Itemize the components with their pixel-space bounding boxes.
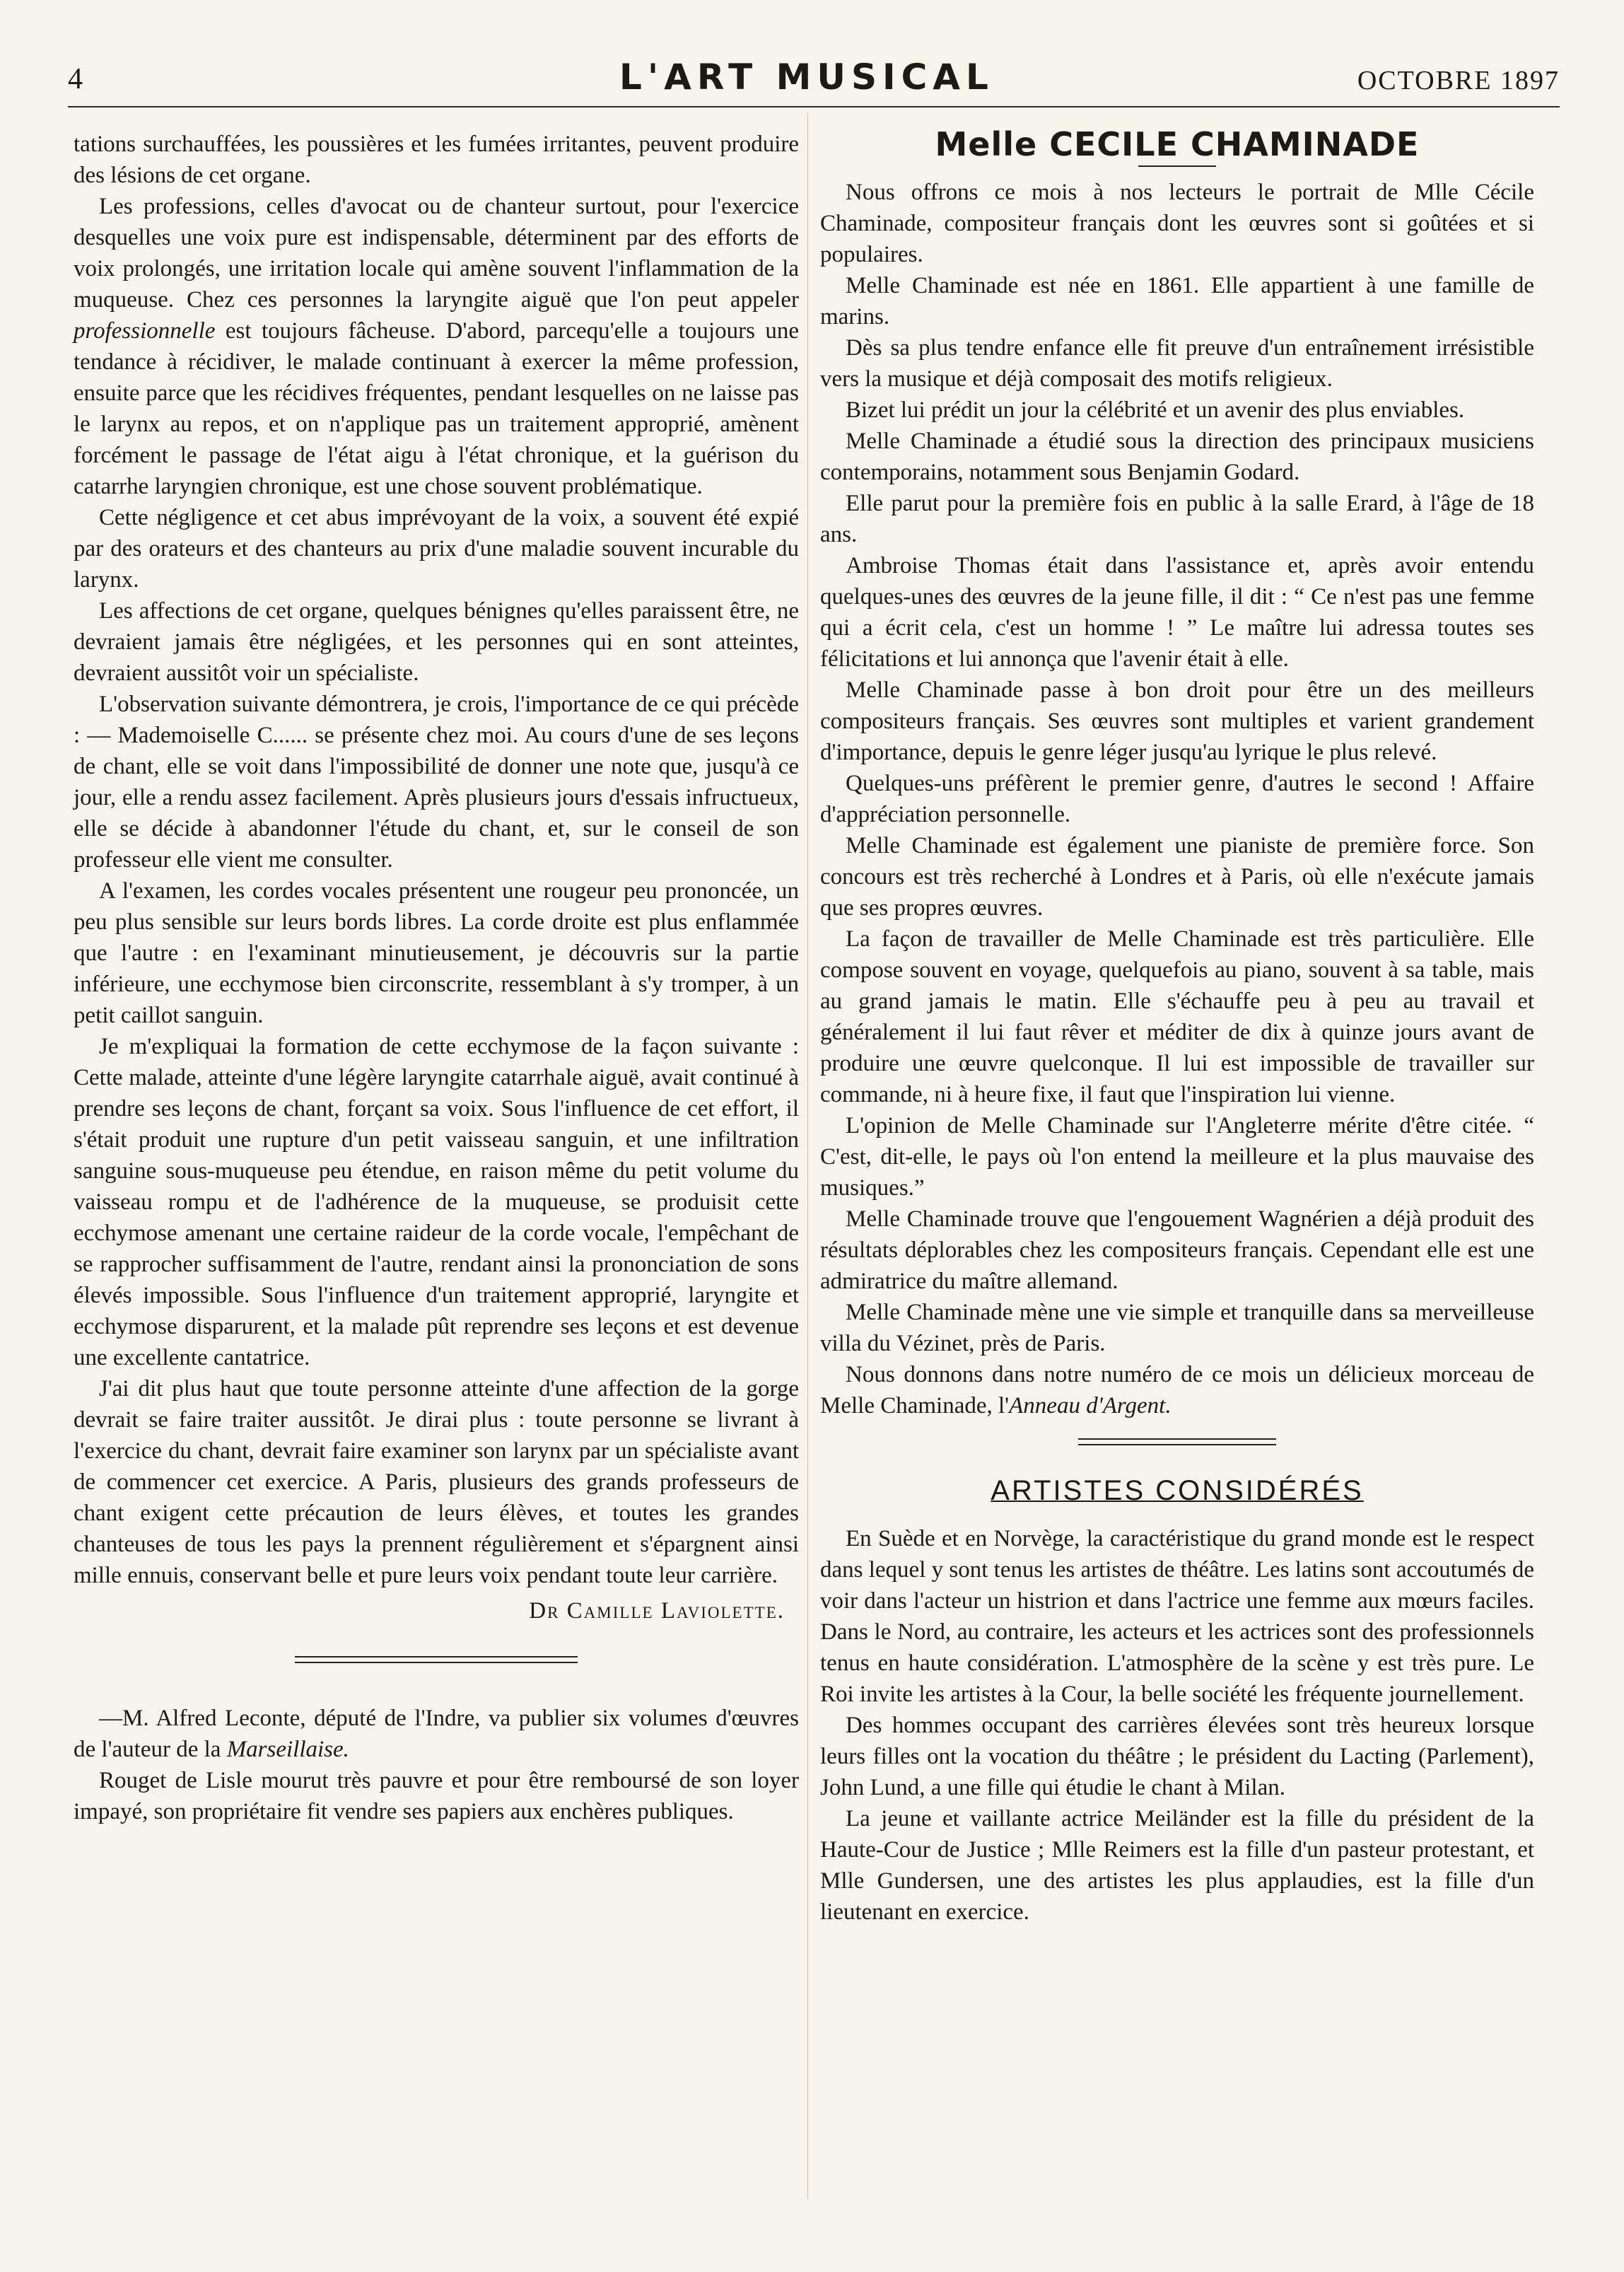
left-column <box>74 129 799 1827</box>
italic-title: Marseillaise. <box>226 1737 349 1762</box>
article-title: Melle CECILE CHAMINADE <box>935 125 1420 163</box>
paragraph <box>74 191 799 502</box>
paragraph: Melle Chaminade est née en 1861. Elle appartient à une famille de marins. <box>820 273 1534 330</box>
paragraph: Melle Chaminade est également une pianiste de première force. Son concours est très recherché à Londres et à Paris, où elle n'exécute jamais que ses propres œuvres. <box>820 833 1534 921</box>
title-rule <box>1138 165 1216 167</box>
paragraph: Ambroise Thomas était dans l'assistance et, après avoir entendu quelques-unes des œuvres de la jeune fille, il dit : “ Ce n'est pas une femme qui a écrit cela, c'est un homme ! ” Le maître lui adressa toutes ses félicitations et lui annonça que l'avenir était à elle. <box>820 553 1534 672</box>
paragraph: L'opinion de Melle Chaminade sur l'Angleterre mérite d'être citée. “ C'est, dit-elle, le pays où l'on entend la meilleure et la plus mauvaise des musiques.” <box>820 1113 1534 1201</box>
paragraph: Dès sa plus tendre enfance elle fit preuve d'un entraînement irrésistible vers la musique et déjà composait des motifs religieux. <box>820 335 1534 392</box>
paragraph: Melle Chaminade trouve que l'engouement Wagnérien a déjà produit des résultats déplorables chez les compositeurs français. Cependant elle est une admiratrice du maître allemand. <box>820 1206 1534 1294</box>
italic-term: professionnelle <box>74 318 216 344</box>
paragraph: Cette négligence et cet abus imprévoyant de la voix, a souvent été expié par des orateurs et des chanteurs au prix d'une maladie souvent incurable du larynx. <box>74 505 799 593</box>
paragraph: Elle parut pour la première fois en public à la salle Erard, à l'âge de 18 ans. <box>820 491 1534 547</box>
paragraph: Des hommes occupant des carrières élevées sont très heureux lorsque leurs filles ont la vocation du théâtre ; le président du Lacting (Parlement), John Lund, a une fille qui étudie le chant à Milan. <box>820 1713 1534 1800</box>
paragraph: Melle Chaminade mène une vie simple et tranquille dans sa merveilleuse villa du Vézinet, près de Paris. <box>820 1300 1534 1356</box>
header-rule <box>68 106 1560 107</box>
separator-rule <box>295 1656 578 1663</box>
section-title-text: ARTISTES CONSIDÉRÉS <box>991 1475 1364 1506</box>
paragraph: La façon de travailler de Melle Chaminade est très particulière. Elle compose souvent en voyage, quelquefois au piano, souvent à sa table, mais au grand jamais le matin. Elle s'échauffe peu à peu au travail et généralement il lui faut rêver et méditer de dix à quinze jours avant de produire une œuvre quelconque. Il lui est impossible de travailler sur commande, ni à heure fixe, il faut que l'inspiration lui vienne. <box>820 926 1534 1107</box>
text-run: Nous donnons dans notre numéro de ce mois un délicieux morceau de Melle Chaminade, l' <box>820 1362 1534 1418</box>
text-run: —M. Alfred Leconte, député de l'Indre, va publier six volumes d'œuvres de l'auteur de la <box>74 1706 799 1762</box>
text-run: Les professions, celles d'avocat ou de chanteur surtout, pour l'exercice desquelles une voix pure est indispensable, déterminent par des efforts de voix prolongés, une irritation locale qui amène souvent l'inflammation de la muqueuse. Chez ces personnes la laryngite aiguë que l'on peut appeler <box>74 194 799 313</box>
paragraph: Nous offrons ce mois à nos lecteurs le portrait de Mlle Cécile Chaminade, compositeur français dont les œuvres sont si goûtées et si populaires. <box>820 180 1534 267</box>
news-item: Rouget de Lisle mourut très pauvre et pour être remboursé de son loyer impayé, son propriétaire fit vendre ses papiers aux enchères publiques. <box>74 1768 799 1824</box>
paragraph: Melle Chaminade a étudié sous la direction des principaux musiciens contemporains, notamment sous Benjamin Godard. <box>820 429 1534 485</box>
separator-rule <box>1078 1438 1276 1445</box>
paragraph: tations surchauffées, les poussières et les fumées irritantes, peuvent produire des lésions de cet organe. <box>74 132 799 188</box>
paragraph <box>820 1359 1534 1421</box>
right-column <box>820 127 1534 1928</box>
paragraph: A l'examen, les cordes vocales présentent une rougeur peu prononcée, un peu plus sensible sur leurs bords libres. La corde droite est plus enflammée que l'autre : en l'examinant minutieusement, je découvris sur la partie inférieure, une ecchymose bien circonscrite, ressemblant à s'y tromper, à un petit caillot sanguin. <box>74 878 799 1028</box>
paragraph: Les affections de cet organe, quelques bénignes qu'elles paraissent être, ne devraient jamais être négligées, et les personnes qui en sont atteintes, devraient aussitôt voir un spécialiste. <box>74 598 799 686</box>
paragraph: J'ai dit plus haut que toute personne atteinte d'une affection de la gorge devrait se faire traiter aussitôt. Je dirai plus : toute personne se livrant à l'exercice du chant, devrait faire examiner son larynx par un spécialiste avant de commencer cet exercice. A Paris, plusieurs des grands professeurs de chant exigent cette précaution de leurs élèves, et toutes les grandes chanteuses de tous les pays la prennent régulièrement et s'épargnent ainsi mille ennuis, conservant belle et pure leurs voix pendant toute leur carrière. <box>74 1376 799 1588</box>
paragraph: Bizet lui prédit un jour la célébrité et un avenir des plus enviables. <box>846 397 1465 423</box>
paragraph: Melle Chaminade passe à bon droit pour être un des meilleurs compositeurs français. Ses œuvres sont multiples et varient grandement d'importance, depuis le genre léger jusqu'au lyrique le plus relevé. <box>820 677 1534 765</box>
author-signature: Dr Camille Laviolette. <box>529 1598 785 1624</box>
masthead: L'ART MUSICAL <box>619 57 994 98</box>
column-divider <box>807 113 808 2199</box>
paragraph: Je m'expliquai la formation de cette ecchymose de la façon suivante : Cette malade, atteinte d'une légère laryngite catarrhale aiguë, avait continué à prendre ses leçons de chant, forçant sa voix. Sous l'influence de cet effort, il s'était produit une rupture d'un petit vaisseau sanguin, et une infiltration sanguine sous-muqueuse peu étendue, en raison même du petit volume du vaisseau rompu et de l'adhérence de la muqueuse, se produisit cette ecchymose amenant une certaine raideur de la corde vocale, l'empêchant de se rapprocher suffisamment de l'autre, rendant ainsi la prononciation de sons élevés impossible. Sous l'influence d'un traitement approprié, laryngite et ecchymose disparurent, et la malade pût reprendre ses leçons et est devenue une excellente cantatrice. <box>74 1034 799 1370</box>
issue-date: OCTOBRE 1897 <box>1357 66 1560 95</box>
italic-title: Anneau d'Argent. <box>1009 1393 1172 1418</box>
paragraph: La jeune et vaillante actrice Meiländer est la fille du président de la Haute-Cour de Justice ; Mlle Reimers est la fille d'un pasteur protestant, et Mlle Gundersen, une des artistes les plus applaudies, est la fille d'un lieutenant en exercice. <box>820 1806 1534 1925</box>
news-item <box>74 1703 799 1765</box>
section-title <box>820 1475 1534 1506</box>
paragraph: En Suède et en Norvège, la caractéristique du grand monde est le respect dans lequel y sont tenus les artistes de théâtre. Les latins sont accoutumés de voir dans l'acteur un histrion et dans l'actrice une femme aux mœurs faciles. Dans le Nord, au contraire, les acteurs et les actrices sont des professionnels tenus en haute considération. L'atmosphère de la scène y est très pure. Le Roi invite les artistes à la Cour, la belle société les fréquente journellement. <box>820 1526 1534 1707</box>
paragraph: L'observation suivante démontrera, je crois, l'importance de ce qui précède : — Mademoiselle C...... se présente chez moi. Au cours d'une de ses leçons de chant, elle se voit dans l'impossibilité de donner une note que, jusqu'à ce jour, elle a rendu assez facilement. Après plusieurs jours d'essais infructueux, elle se décide à abandonner l'étude du chant, et, sur le conseil de son professeur elle vient me consulter. <box>74 692 799 873</box>
page-number: 4 <box>68 63 83 95</box>
page-header <box>68 49 1560 106</box>
paragraph: Quelques-uns préfèrent le premier genre, d'autres le second ! Affaire d'appréciation personnelle. <box>820 771 1534 827</box>
text-run: est toujours fâcheuse. D'abord, parcequ'elle a toujours une tendance à récidiver, le malade continuant à exercer la même profession, ensuite parce que les récidives fréquentes, pendant lesquelles on ne laisse pas le larynx au repos, et on n'applique pas un traitement approprié, amènent forcément le passage de l'état aigu à l'état chronique, et la guérison du catarrhe laryngien chronique, est une chose souvent problématique. <box>74 318 799 499</box>
